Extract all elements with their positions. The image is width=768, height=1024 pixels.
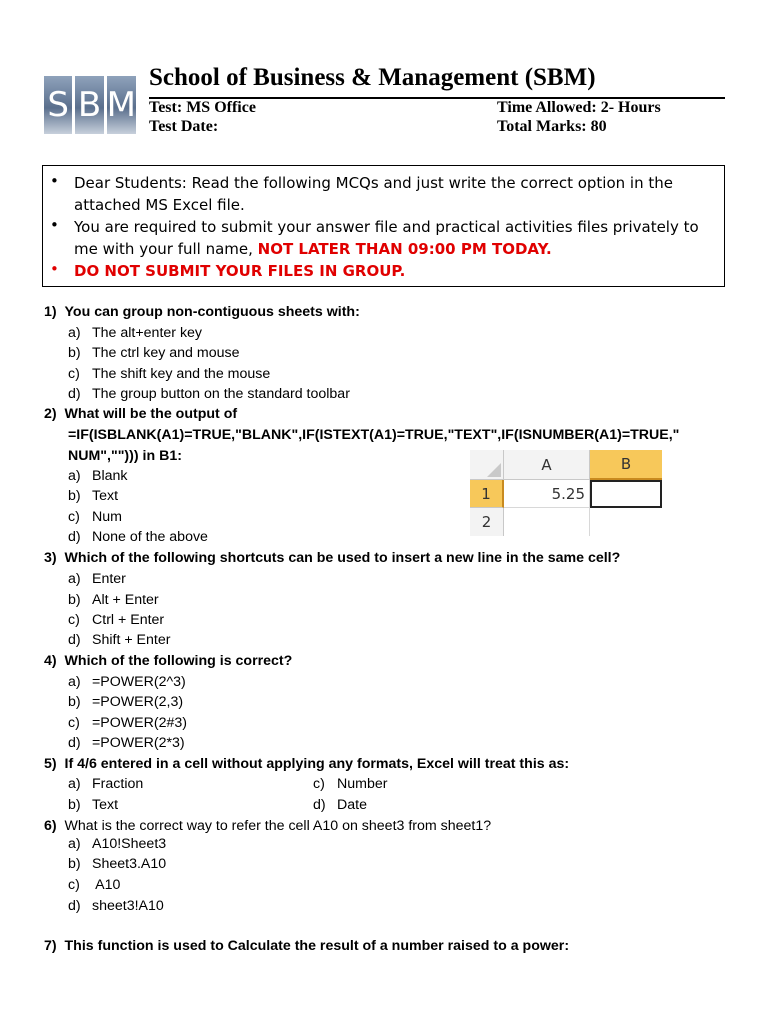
school-title: School of Business & Management (SBM)	[149, 64, 596, 91]
q3-option-c: c) Ctrl + Enter	[68, 612, 165, 628]
cell-b1	[590, 480, 662, 508]
logo-letter-s: S	[44, 76, 72, 134]
q6-option-c: c) A10	[68, 877, 121, 893]
corner-cell	[470, 450, 504, 480]
select-all-icon	[487, 463, 501, 477]
question-4: 4) Which of the following is correct?	[44, 653, 293, 669]
q6-option-d: d) sheet3!A10	[68, 898, 164, 914]
question-5: 5) If 4/6 entered in a cell without applying any formats, Excel will treat this as:	[44, 756, 570, 772]
q3-option-d: d) Shift + Enter	[68, 632, 171, 648]
time-allowed: Time Allowed: 2- Hours	[497, 99, 661, 116]
q6-option-a: a) A10!Sheet3	[68, 836, 167, 852]
group-warning: DO NOT SUBMIT YOUR FILES IN GROUP.	[74, 262, 406, 280]
q1-option-a: a) The alt+enter key	[68, 325, 203, 341]
logo-letter-b: B	[75, 76, 103, 134]
cell-b2	[590, 508, 662, 536]
sbm-logo	[44, 76, 136, 134]
instruction-1-text: Dear Students: Read the following MCQs and just write the correct option in the attached MS Excel file.	[74, 174, 673, 214]
cell-a2	[504, 508, 590, 536]
bullet-icon: •	[50, 172, 59, 190]
total-marks: Total Marks: 80	[497, 118, 607, 135]
deadline-warning: NOT LATER THAN 09:00 PM TODAY.	[257, 240, 552, 258]
question-3: 3) Which of the following shortcuts can be used to insert a new line in the same cell?	[44, 550, 621, 566]
q5-option-a: a) Fraction	[68, 776, 144, 792]
column-header-a: A	[504, 450, 590, 480]
excel-snippet	[470, 450, 662, 540]
q2-option-a: a) Blank	[68, 468, 128, 484]
instruction-2-text	[74, 216, 714, 260]
column-header-b: B	[590, 450, 662, 480]
question-2-formula-end: NUM",""))) in B1:	[68, 448, 182, 464]
test-subject: Test: MS Office	[149, 99, 256, 116]
q2-option-b: b) Text	[68, 488, 119, 504]
q4-option-a: a) =POWER(2^3)	[68, 674, 186, 690]
q6-option-b: b) Sheet3.A10	[68, 856, 167, 872]
question-1: 1) You can group non-contiguous sheets with:	[44, 304, 360, 320]
q4-option-d: d) =POWER(2*3)	[68, 735, 185, 751]
q3-option-b: b) Alt + Enter	[68, 592, 159, 608]
q3-option-a: a) Enter	[68, 571, 126, 587]
q5-option-b: b) Text	[68, 797, 119, 813]
q4-option-c: c) =POWER(2#3)	[68, 715, 188, 731]
question-7: 7) This function is used to Calculate the result of a number raised to a power:	[44, 938, 570, 954]
q5-option-d: d) Date	[313, 797, 367, 813]
q1-option-c: c) The shift key and the mouse	[68, 366, 271, 382]
row-header-1: 1	[470, 480, 504, 508]
row-header-2: 2	[470, 508, 504, 536]
q1-option-d: d) The group button on the standard toolbar	[68, 386, 350, 402]
q1-option-b: b) The ctrl key and mouse	[68, 345, 240, 361]
q2-option-d: d) None of the above	[68, 529, 208, 545]
logo-letter-m: M	[107, 76, 136, 134]
instruction-2-body: You are required to submit your answer file and practical activities files privately to me with your full name,	[74, 218, 699, 258]
q2-option-c: c) Num	[68, 509, 122, 525]
bullet-icon: •	[50, 260, 59, 278]
q5-option-c: c) Number	[313, 776, 388, 792]
test-date: Test Date:	[149, 118, 219, 135]
question-6: 6) What is the correct way to refer the cell A10 on sheet3 from sheet1?	[44, 818, 492, 834]
bullet-icon: •	[50, 216, 59, 234]
q4-option-b: b) =POWER(2,3)	[68, 694, 184, 710]
question-2: 2) What will be the output of	[44, 406, 238, 422]
cell-a1: 5.25	[504, 480, 590, 508]
question-2-formula: =IF(ISBLANK(A1)=TRUE,"BLANK",IF(ISTEXT(A1)=TRUE,"TEXT",IF(ISNUMBER(A1)=TRUE,"	[68, 427, 680, 443]
